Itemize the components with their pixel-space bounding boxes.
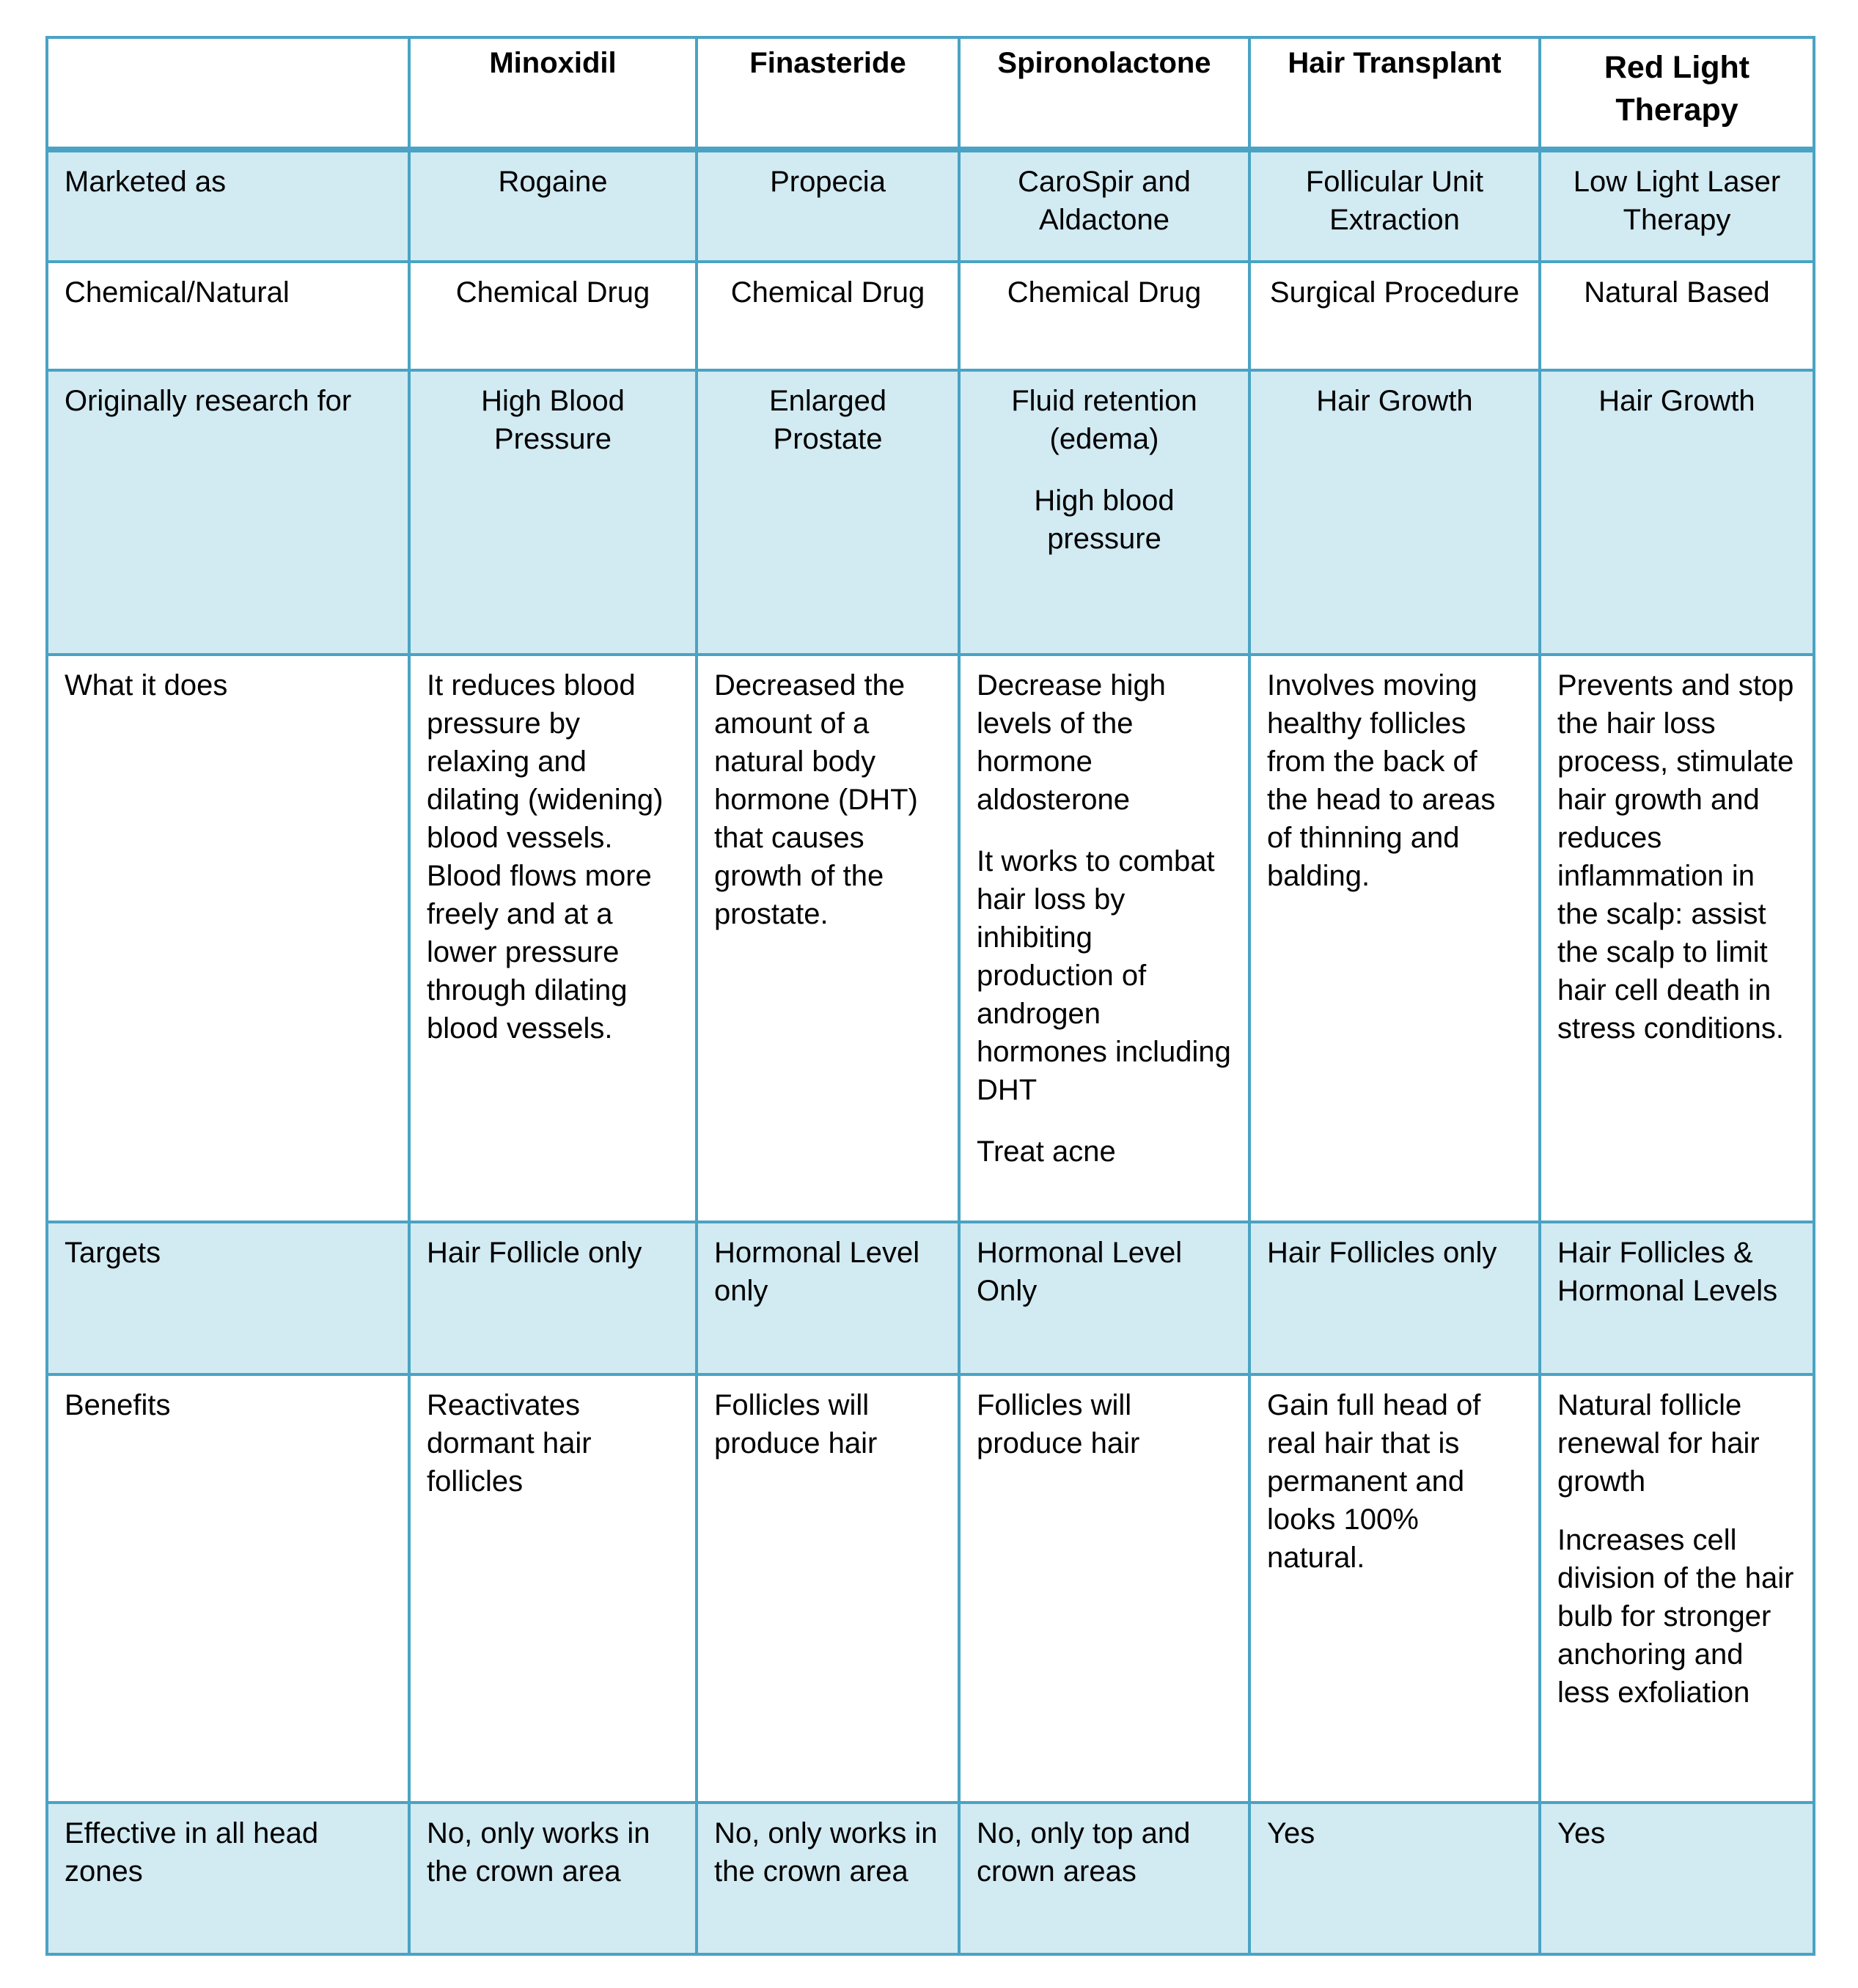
cell-minoxidil-what-it-does: It reduces blood pressure by relaxing and dilating (widening) blood vessels. Blood flows more freely and at a lower pressure through dilating blood vessels. bbox=[427, 669, 664, 1045]
cell-red-light-targets: Hair Follicles & Hormonal Levels bbox=[1557, 1237, 1778, 1307]
cell-minoxidil-chemical-natural: Chemical Drug bbox=[455, 276, 650, 309]
header-hair-transplant: Hair Transplant bbox=[1249, 37, 1540, 150]
cell-red-light-research: Hair Growth bbox=[1598, 385, 1755, 417]
cell-hair-transplant-benefits: Gain full head of real hair that is permanent and looks 100% natural. bbox=[1267, 1389, 1481, 1574]
cell-finasteride-research: Enlarged Prostate bbox=[768, 385, 887, 455]
header-row bbox=[47, 37, 1814, 150]
header-finasteride: Finasteride bbox=[697, 37, 959, 150]
cell-spironolactone-what-it-does-3: Treat acne bbox=[977, 1135, 1116, 1168]
cell-finasteride-targets: Hormonal Level only bbox=[714, 1237, 920, 1307]
cell-hair-transplant-marketed-as: Follicular Unit Extraction bbox=[1305, 166, 1484, 236]
comparison-table bbox=[45, 36, 1815, 1956]
header-minoxidil: Minoxidil bbox=[409, 37, 697, 150]
cell-red-light-marketed-as: Low Light Laser Therapy bbox=[1573, 166, 1781, 236]
cell-finasteride-what-it-does: Decreased the amount of a natural body hormone (DHT) that causes growth of the prostate. bbox=[714, 669, 918, 930]
cell-red-light-what-it-does: Prevents and stop the hair loss process, stimulate hair growth and reduces inflammation in the scalp: assist the scalp to limit hair cell death in stress conditions. bbox=[1557, 669, 1794, 1045]
cell-finasteride-effective: No, only works in the crown area bbox=[714, 1817, 938, 1888]
cell-minoxidil-effective: No, only works in the crown area bbox=[427, 1817, 650, 1888]
row-originally-research-for bbox=[47, 370, 1814, 655]
row-label-targets: Targets bbox=[47, 1222, 409, 1374]
cell-spironolactone-benefits: Follicles will produce hair bbox=[977, 1389, 1140, 1459]
cell-red-light-chemical-natural: Natural Based bbox=[1584, 276, 1770, 309]
header-corner-cell bbox=[47, 37, 409, 150]
row-benefits bbox=[47, 1374, 1814, 1803]
cell-minoxidil-targets: Hair Follicle only bbox=[427, 1237, 642, 1269]
cell-red-light-benefits-1: Natural follicle renewal for hair growth bbox=[1557, 1389, 1760, 1498]
cell-hair-transplant-targets: Hair Follicles only bbox=[1267, 1237, 1497, 1269]
cell-finasteride-benefits: Follicles will produce hair bbox=[714, 1389, 878, 1459]
cell-spironolactone-research-1: Fluid retention (edema) bbox=[1011, 385, 1197, 455]
row-label-chemical-natural: Chemical/Natural bbox=[47, 262, 409, 370]
cell-minoxidil-marketed-as: Rogaine bbox=[498, 166, 608, 198]
row-label-originally-research-for: Originally research for bbox=[47, 370, 409, 655]
row-effective-all-head-zones bbox=[47, 1803, 1814, 1954]
row-label-what-it-does: What it does bbox=[47, 655, 409, 1222]
cell-spironolactone-effective: No, only top and crown areas bbox=[977, 1817, 1191, 1888]
row-label-marketed-as: Marketed as bbox=[47, 150, 409, 262]
cell-spironolactone-what-it-does-1: Decrease high levels of the hormone aldosterone bbox=[977, 669, 1166, 816]
cell-hair-transplant-research: Hair Growth bbox=[1316, 385, 1473, 417]
row-chemical-natural bbox=[47, 262, 1814, 370]
row-label-effective-all-head-zones: Effective in all head zones bbox=[47, 1803, 409, 1954]
header-spironolactone: Spironolactone bbox=[959, 37, 1249, 150]
cell-minoxidil-benefits: Reactivates dormant hair follicles bbox=[427, 1389, 592, 1498]
cell-hair-transplant-what-it-does: Involves moving healthy follicles from the back of the head to areas of thinning and balding. bbox=[1267, 669, 1496, 892]
row-marketed-as bbox=[47, 150, 1814, 262]
cell-finasteride-chemical-natural: Chemical Drug bbox=[730, 276, 925, 309]
row-what-it-does bbox=[47, 655, 1814, 1222]
cell-red-light-effective: Yes bbox=[1557, 1817, 1606, 1849]
row-label-benefits: Benefits bbox=[47, 1374, 409, 1803]
header-red-light-therapy: Red Light Therapy bbox=[1540, 37, 1814, 150]
cell-spironolactone-chemical-natural: Chemical Drug bbox=[1007, 276, 1202, 309]
cell-spironolactone-marketed-as: CaroSpir and Aldactone bbox=[1018, 166, 1191, 236]
cell-hair-transplant-chemical-natural: Surgical Procedure bbox=[1269, 276, 1520, 309]
cell-red-light-benefits-2: Increases cell division of the hair bulb for stronger anchoring and less exfoliation bbox=[1557, 1524, 1794, 1709]
cell-spironolactone-what-it-does-2: It works to combat hair loss by inhibiting production of androgen hormones including DHT bbox=[977, 845, 1231, 1106]
cell-hair-transplant-effective: Yes bbox=[1267, 1817, 1315, 1849]
cell-spironolactone-targets: Hormonal Level Only bbox=[977, 1237, 1183, 1307]
cell-finasteride-marketed-as: Propecia bbox=[770, 166, 886, 198]
cell-spironolactone-research-2: High blood pressure bbox=[1034, 485, 1175, 555]
row-targets bbox=[47, 1222, 1814, 1374]
cell-minoxidil-research: High Blood Pressure bbox=[481, 385, 625, 455]
